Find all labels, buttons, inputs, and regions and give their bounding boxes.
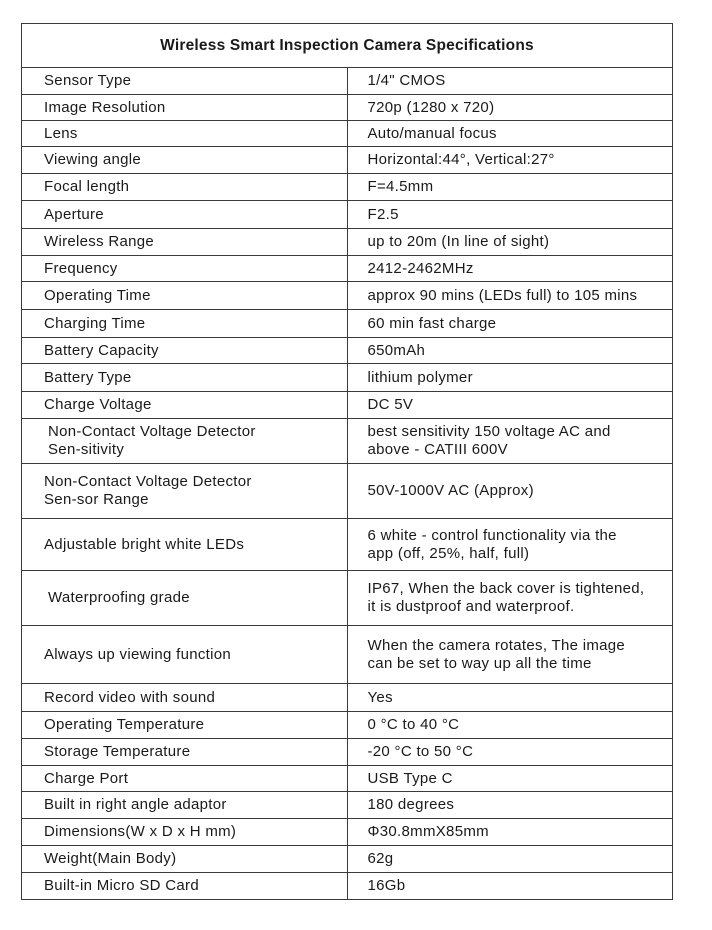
spec-label: Wireless Range	[22, 229, 348, 256]
spec-value	[347, 519, 673, 571]
spec-row	[22, 282, 673, 310]
value-line: it is dustproof and waterproof.	[367, 598, 575, 615]
spec-label	[22, 419, 348, 464]
spec-row	[22, 174, 673, 201]
value-line: best sensitivity 150 voltage AC and	[367, 423, 611, 440]
spec-value: 1/4" CMOS	[347, 68, 673, 95]
label-line: Non-Contact Voltage Detector	[44, 473, 252, 490]
spec-value: 2412-2462MHz	[347, 256, 673, 282]
spec-label: Waterproofing grade	[22, 571, 348, 626]
spec-table-body	[22, 68, 673, 900]
spec-value: Auto/manual focus	[347, 121, 673, 147]
spec-label: Always up viewing function	[22, 626, 348, 684]
spec-row	[22, 95, 673, 121]
spec-value: DC 5V	[347, 392, 673, 419]
spec-label: Image Resolution	[22, 95, 348, 121]
spec-label: Sensor Type	[22, 68, 348, 95]
spec-value: 650mAh	[347, 338, 673, 364]
spec-label: Dimensions(W x D x H mm)	[22, 819, 348, 846]
spec-value: 180 degrees	[347, 792, 673, 819]
spec-row	[22, 310, 673, 338]
spec-value: USB Type C	[347, 766, 673, 792]
spec-row	[22, 201, 673, 229]
spec-label: Battery Capacity	[22, 338, 348, 364]
value-line: 6 white - control functionality via the	[367, 526, 617, 544]
spec-row	[22, 571, 673, 626]
spec-label: Charge Voltage	[22, 392, 348, 419]
label-line: Non-Contact Voltage Detector	[48, 423, 256, 440]
spec-value	[347, 626, 673, 684]
spec-label: Aperture	[22, 201, 348, 229]
spec-label: Operating Temperature	[22, 712, 348, 739]
spec-value: F=4.5mm	[347, 174, 673, 201]
spec-value: up to 20m (In line of sight)	[347, 229, 673, 256]
spec-label: Charge Port	[22, 766, 348, 792]
spec-row	[22, 464, 673, 519]
spec-row	[22, 256, 673, 282]
spec-value: lithium polymer	[347, 364, 673, 392]
spec-label: Battery Type	[22, 364, 348, 392]
spec-row	[22, 121, 673, 147]
spec-row	[22, 147, 673, 174]
spec-row	[22, 419, 673, 464]
spec-row	[22, 846, 673, 873]
spec-label: Viewing angle	[22, 147, 348, 174]
value-line: can be set to way up all the time	[367, 654, 592, 672]
title-row	[22, 24, 673, 68]
spec-value: -20 °C to 50 °C	[347, 739, 673, 766]
spec-row	[22, 684, 673, 712]
value-line: IP67, When the back cover is tightened,	[367, 580, 645, 597]
spec-value: 720p (1280 x 720)	[347, 95, 673, 121]
spec-row	[22, 626, 673, 684]
spec-sheet	[21, 23, 673, 900]
spec-value: approx 90 mins (LEDs full) to 105 mins	[347, 282, 673, 310]
spec-label: Adjustable bright white LEDs	[22, 519, 348, 571]
spec-label: Weight(Main Body)	[22, 846, 348, 873]
spec-label: Built-in Micro SD Card	[22, 873, 348, 900]
spec-label	[22, 464, 348, 519]
spec-value: 16Gb	[347, 873, 673, 900]
spec-value: 60 min fast charge	[347, 310, 673, 338]
value-line: above - CATIII 600V	[367, 441, 508, 458]
value-line: app (off, 25%, half, full)	[367, 544, 530, 562]
spec-row	[22, 519, 673, 571]
spec-value	[347, 419, 673, 464]
label-line: Sen-sitivity	[48, 441, 125, 458]
spec-row	[22, 766, 673, 792]
spec-row	[22, 392, 673, 419]
spec-row	[22, 364, 673, 392]
spec-value: F2.5	[347, 201, 673, 229]
label-line: Sen-sor Range	[44, 491, 149, 508]
spec-label: Operating Time	[22, 282, 348, 310]
spec-label: Lens	[22, 121, 348, 147]
spec-row	[22, 712, 673, 739]
spec-value: Yes	[347, 684, 673, 712]
spec-row	[22, 229, 673, 256]
spec-label: Built in right angle adaptor	[22, 792, 348, 819]
spec-label: Storage Temperature	[22, 739, 348, 766]
spec-row	[22, 819, 673, 846]
spec-row	[22, 739, 673, 766]
spec-row	[22, 792, 673, 819]
spec-label: Record video with sound	[22, 684, 348, 712]
spec-label: Charging Time	[22, 310, 348, 338]
spec-value: 50V-1000V AC (Approx)	[347, 464, 673, 519]
spec-label: Frequency	[22, 256, 348, 282]
spec-value	[347, 571, 673, 626]
table-title: Wireless Smart Inspection Camera Specifications	[22, 24, 673, 68]
spec-row	[22, 873, 673, 900]
spec-value: 62g	[347, 846, 673, 873]
spec-table	[21, 23, 673, 900]
spec-value: Φ30.8mmX85mm	[347, 819, 673, 846]
spec-value: Horizontal:44°, Vertical:27°	[347, 147, 673, 174]
spec-row	[22, 68, 673, 95]
spec-value: 0 °C to 40 °C	[347, 712, 673, 739]
spec-row	[22, 338, 673, 364]
spec-label: Focal length	[22, 174, 348, 201]
value-line: When the camera rotates, The image	[367, 636, 626, 654]
